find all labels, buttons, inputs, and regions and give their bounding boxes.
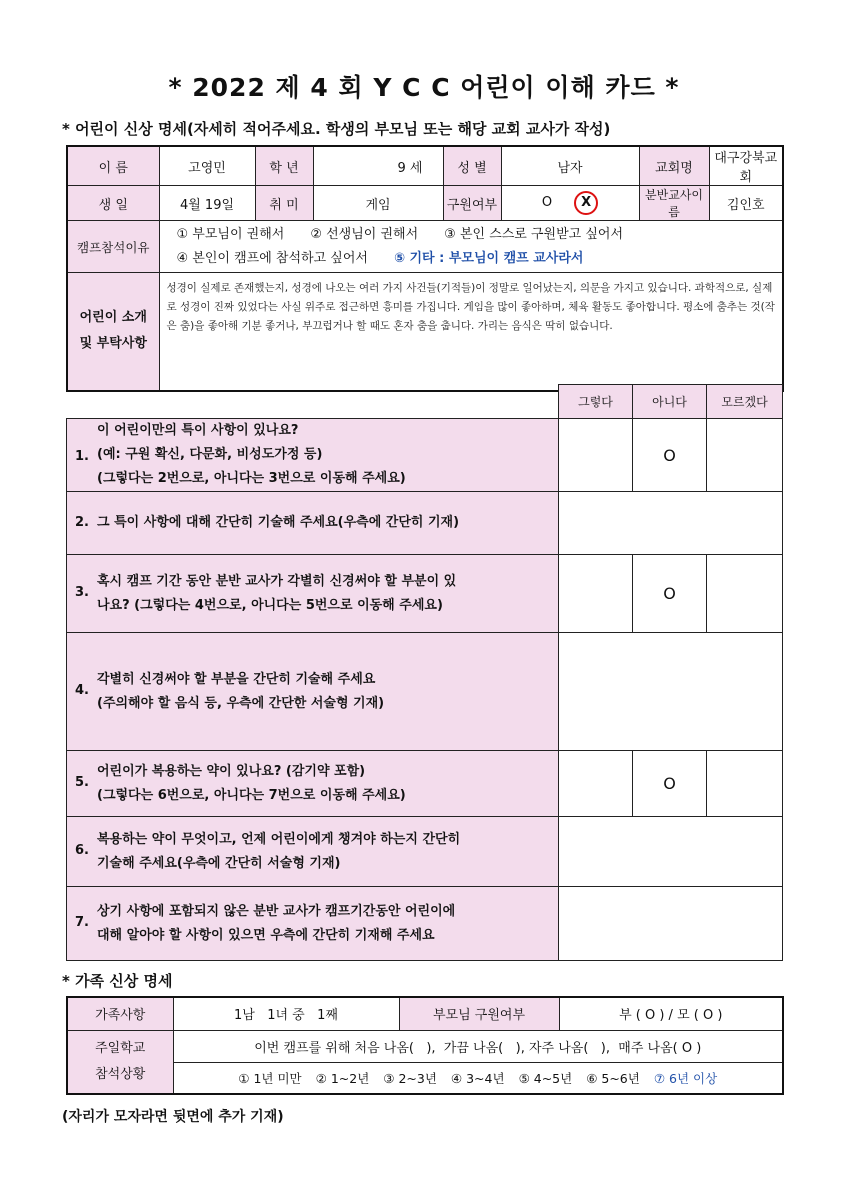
question-1-yes[interactable] (559, 419, 633, 492)
birthday-label: 생 일 (67, 186, 159, 221)
years-option-1[interactable]: ① 1년 미만 (238, 1070, 302, 1086)
question-6-text (67, 817, 559, 887)
footer-note: (자리가 모자라면 뒷면에 추가 기재) (62, 1109, 284, 1125)
question-5-num: 5. (75, 775, 89, 790)
questions-table (66, 384, 783, 961)
question-3-num: 3. (75, 585, 89, 600)
question-7-line-2: 대해 알아야 할 사항이 있으면 우측에 간단히 기재해 주세요 (97, 927, 435, 943)
question-5-yes[interactable] (559, 751, 633, 817)
question-1-text (67, 419, 559, 492)
question-1-line-2: (예: 구원 확신, 다문화, 비성도가정 등) (97, 447, 323, 462)
question-1-line-1: 이 어린이만의 특이 사항이 있나요? (97, 423, 299, 438)
question-row-7 (67, 887, 783, 961)
page-title: * 2022 제 4 회 Y C C 어린이 이해 카드 * (168, 73, 680, 102)
reason-label: 캠프참석이유 (67, 221, 159, 273)
question-row-3 (67, 555, 783, 633)
reason-option-3[interactable]: ③ 본인 스스로 구원받고 싶어서 (444, 226, 624, 242)
parent-salvation-value[interactable]: 부 ( O ) / 모 ( O ) (559, 997, 783, 1030)
salvation-label: 구원여부 (443, 186, 501, 221)
sunday-label-line-1: 주일학교 (95, 1040, 146, 1056)
family-label: 가족사항 (67, 997, 173, 1030)
hobby-label: 취 미 (255, 186, 313, 221)
intro-label (67, 273, 159, 391)
reason-options (159, 221, 783, 273)
name-label: 이 름 (67, 146, 159, 186)
col-yes-header: 그렇다 (559, 385, 633, 419)
teacher-value[interactable]: 김인호 (709, 186, 783, 221)
reason-option-5[interactable]: ⑤ 기타 : 부모님이 캠프 교사라서 (393, 250, 584, 266)
salvation-option-o[interactable]: O (541, 195, 553, 210)
question-6-num: 6. (75, 843, 89, 858)
question-7-line-1: 상기 사항에 포함되지 않은 분반 교사가 캠프기간동안 어린이에 (97, 903, 456, 919)
question-1-no[interactable]: O (633, 419, 707, 492)
grade-value[interactable]: 9 세 (313, 146, 443, 186)
question-3-unknown[interactable] (707, 555, 783, 633)
question-1-unknown[interactable] (707, 419, 783, 492)
question-7-num: 7. (75, 915, 89, 930)
question-2-line-1: 그 특이 사항에 대해 간단히 기술해 주세요(우측에 간단히 기재) (97, 515, 460, 530)
years-option-4[interactable]: ④ 3~4년 (450, 1070, 505, 1086)
question-2-answer[interactable] (559, 492, 783, 555)
question-3-no[interactable]: O (633, 555, 707, 633)
family-info-table (66, 996, 784, 1095)
question-6-answer[interactable] (559, 817, 783, 887)
teacher-label: 분반교사이름 (639, 186, 709, 221)
question-3-text (67, 555, 559, 633)
gender-label: 성 별 (443, 146, 501, 186)
question-6-line-1: 복용하는 약이 무엇이고, 언제 어린이에게 챙겨야 하는지 간단히 (97, 831, 461, 847)
reason-option-2[interactable]: ② 선생님이 권해서 (310, 226, 419, 242)
question-row-4 (67, 633, 783, 751)
question-3-yes[interactable] (559, 555, 633, 633)
question-5-text (67, 751, 559, 817)
parent-salvation-label: 부모님 구원여부 (399, 997, 559, 1030)
question-row-5 (67, 751, 783, 817)
church-label: 교회명 (639, 146, 709, 186)
question-4-text (67, 633, 559, 751)
birthday-value[interactable]: 4월 19일 (159, 186, 255, 221)
question-7-text (67, 887, 559, 961)
question-row-6 (67, 817, 783, 887)
question-6-line-2: 기술해 주세요(우측에 간단히 서술형 기재) (97, 855, 341, 871)
years-option-5[interactable]: ⑤ 4~5년 (518, 1070, 573, 1086)
salvation-option-x-circled[interactable]: X (574, 191, 598, 215)
years-option-3[interactable]: ③ 2~3년 (383, 1070, 437, 1086)
hobby-value[interactable]: 게임 (313, 186, 443, 221)
family-section-heading: * 가족 신상 명세 (62, 972, 173, 990)
intro-label-line-1: 어린이 소개 (79, 310, 147, 326)
child-info-table (66, 145, 784, 392)
question-1-num: 1. (75, 449, 89, 464)
question-2-num: 2. (75, 515, 89, 530)
questions-header-blank (67, 385, 559, 419)
intro-text-cell[interactable] (159, 273, 783, 391)
family-value[interactable]: 1남 1녀 중 1째 (173, 997, 399, 1030)
col-unknown-header: 모르겠다 (707, 385, 783, 419)
question-4-line-1: 각별히 신경써야 할 부분을 간단히 기술해 주세요 (97, 671, 376, 687)
gender-value[interactable]: 남자 (501, 146, 639, 186)
name-value[interactable]: 고영민 (159, 146, 255, 186)
question-4-line-2: (주의해야 할 음식 등, 우측에 간단한 서술형 기재) (97, 695, 385, 711)
question-5-unknown[interactable] (707, 751, 783, 817)
years-option-7[interactable]: ⑦ 6년 이상 (653, 1070, 718, 1086)
question-3-line-2: 나요? (그렇다는 4번으로, 아니다는 5번으로 이동해 주세요) (97, 597, 443, 613)
salvation-value[interactable] (501, 186, 639, 221)
reason-option-4[interactable]: ④ 본인이 캠프에 참석하고 싶어서 (176, 250, 368, 266)
question-1-line-3: (그렇다는 2번으로, 아니다는 3번으로 이동해 주세요) (97, 471, 406, 486)
years-options (173, 1062, 783, 1094)
attendance-line[interactable]: 이번 캠프를 위해 처음 나옴( ), 가끔 나옴( ), 자주 나옴( ), 매주 나옴( O ) (173, 1030, 783, 1062)
sunday-school-label (67, 1030, 173, 1094)
church-value[interactable]: 대구강북교회 (709, 146, 783, 186)
question-5-line-2: (그렇다는 6번으로, 아니다는 7번으로 이동해 주세요) (97, 787, 406, 803)
question-row-1 (67, 419, 783, 492)
question-3-line-1: 혹시 캠프 기간 동안 분반 교사가 각별히 신경써야 할 부분이 있 (97, 573, 457, 589)
col-no-header: 아니다 (633, 385, 707, 419)
years-option-2[interactable]: ② 1~2년 (315, 1070, 370, 1086)
question-4-answer[interactable] (559, 633, 783, 751)
question-7-answer[interactable] (559, 887, 783, 961)
reason-option-1[interactable]: ① 부모님이 권해서 (176, 226, 285, 242)
intro-text: 성경이 실제로 존재했는지, 성경에 나오는 여러 가지 사건들(기적들)이 정말로 일어났는지, 의문을 가지고 있습니다. 과학적으로, 실제로 성경이 진짜 있었다는 사실 위주로 접근하면 흥미를 가집니다. 게임을 많이 좋아하며, 체육 활동도 좋아합니다. 평소에 춤추는 것(작은 춤)을 좋아해 기분 좋거나, 부끄럽거나 할 때도 혼자 춤을 춥니다. 가리는 음식은 딱히 없습니다. (166, 282, 775, 332)
question-4-num: 4. (75, 683, 89, 698)
question-row-2 (67, 492, 783, 555)
intro-label-line-2: 및 부탁사항 (79, 336, 147, 352)
years-option-6[interactable]: ⑥ 5~6년 (586, 1070, 640, 1086)
grade-label: 학 년 (255, 146, 313, 186)
question-5-line-1: 어린이가 복용하는 약이 있나요? (감기약 포함) (97, 763, 366, 779)
question-5-no[interactable]: O (633, 751, 707, 817)
question-2-text (67, 492, 559, 555)
child-section-heading: * 어린이 신상 명세(자세히 적어주세요. 학생의 부모님 또는 해당 교회 교사가 작성) (62, 120, 611, 138)
sunday-label-line-2: 참석상황 (95, 1066, 146, 1082)
